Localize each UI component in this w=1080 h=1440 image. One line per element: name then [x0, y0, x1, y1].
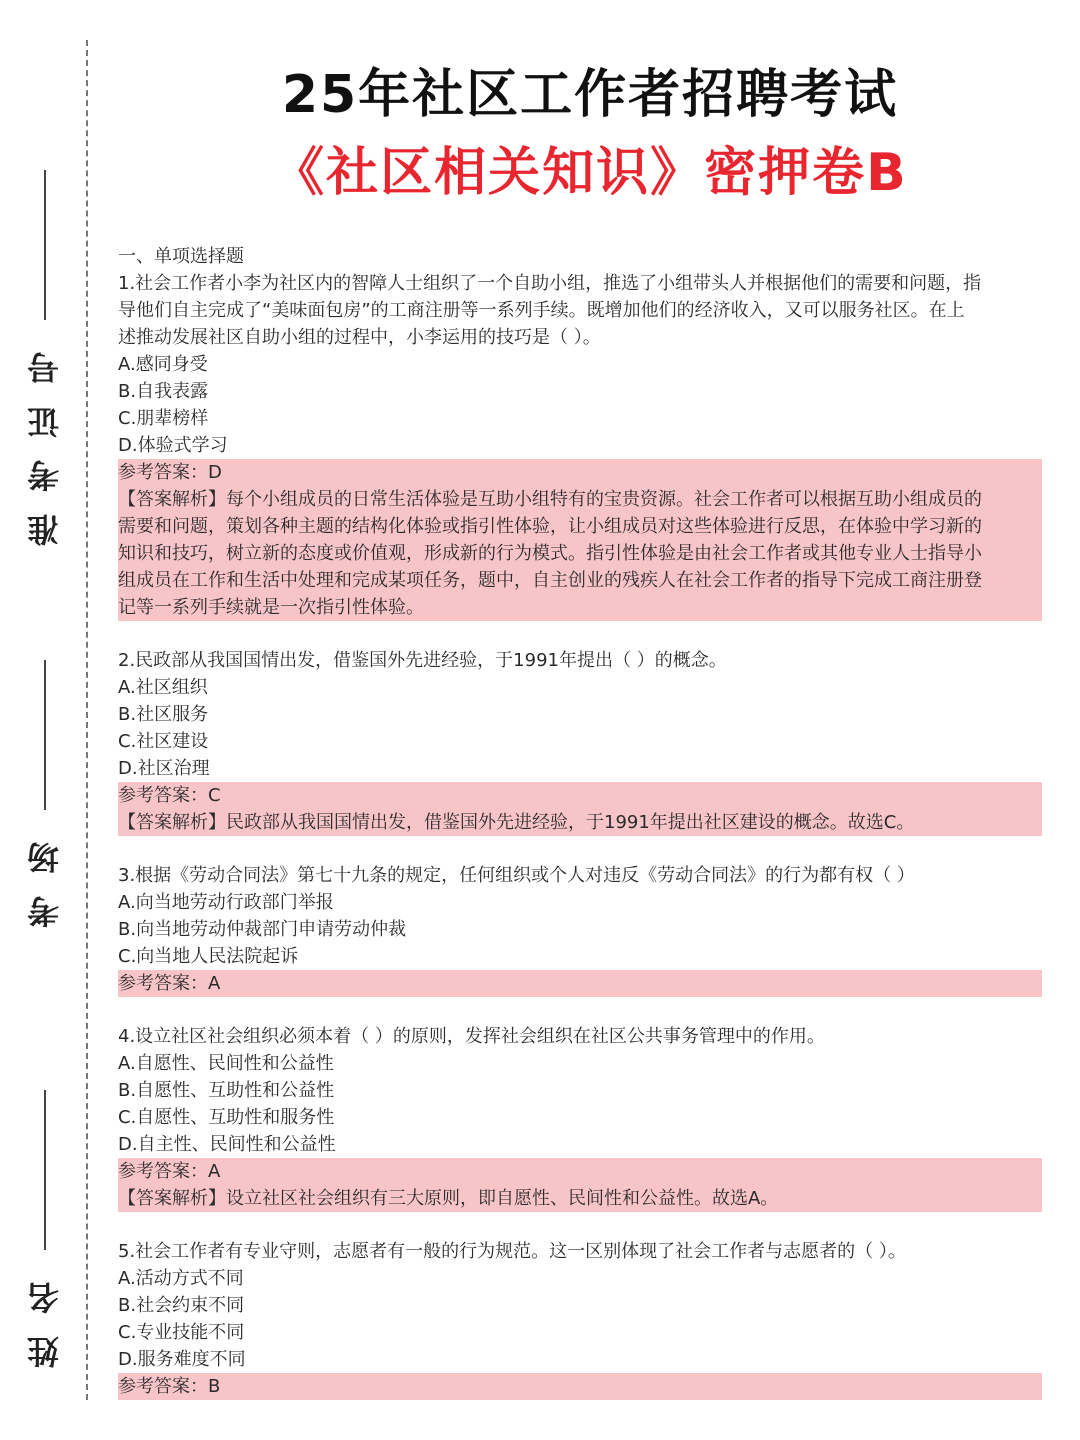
option-a: A.自愿性、民间性和公益性	[118, 1053, 334, 1074]
exam-room-label: 考场	[26, 820, 64, 928]
analysis-text: 【答案解析】设立社区社会组织有三大原则，即自愿性、民间性和公益性。故选A。	[118, 1188, 779, 1209]
question-1	[118, 270, 1042, 621]
page-title: 25年社区工作者招聘考试	[281, 65, 899, 125]
page-subtitle: 《社区相关知识》密押卷B	[272, 143, 908, 203]
option-b: B.向当地劳动仲裁部门申请劳动仲裁	[118, 919, 407, 940]
option-c: C.自愿性、互助性和服务性	[118, 1107, 335, 1128]
option-c: C.朋辈榜样	[118, 408, 209, 429]
answer-text: 参考答案：D	[118, 462, 222, 483]
question-4	[118, 1023, 1042, 1212]
option-a: A.感同身受	[118, 354, 208, 375]
option-d: D.社区治理	[118, 758, 210, 779]
analysis-text: 记等一系列手续就是一次指引性体验。	[118, 597, 424, 618]
answer-text: 参考答案：B	[118, 1376, 221, 1397]
option-c: C.社区建设	[118, 731, 209, 752]
question-stem: 1.社会工作者小李为社区内的智障人士组织了一个自助小组，推选了小组带头人并根据他们的需要和问题，指	[118, 273, 982, 294]
analysis-text: 需要和问题，策划各种主题的结构化体验或指引性体验，让小组成员对这些体验进行反思，在体验中学习新的	[118, 516, 982, 537]
question-stem: 导他们自主完成了“美味面包房”的工商注册等一系列手续。既增加他们的经济收入，又可以服务社区。在上	[118, 300, 965, 321]
answer-text: 参考答案：C	[118, 785, 221, 806]
question-stem: 3.根据《劳动合同法》第七十九条的规定，任何组织或个人对违反《劳动合同法》的行为都有权（ ）	[118, 865, 915, 886]
option-a: A.社区组织	[118, 677, 208, 698]
analysis-text: 组成员在工作和生活中处理和完成某项任务，题中，自主创业的残疾人在社会工作者的指导下完成工商注册登	[118, 570, 982, 591]
answer-highlight	[118, 1158, 1042, 1212]
name-label: 姓名	[26, 1260, 64, 1368]
option-b: B.社区服务	[118, 704, 209, 725]
answer-highlight	[118, 970, 1042, 997]
exam-room-underline	[44, 660, 46, 810]
question-5	[118, 1238, 1042, 1400]
question-2	[118, 647, 1042, 836]
exam-id-underline	[44, 170, 46, 320]
question-stem: 述推动发展社区自助小组的过程中，小李运用的技巧是（ ）。	[118, 327, 601, 348]
name-underline	[44, 1090, 46, 1250]
answer-highlight	[118, 459, 1042, 621]
option-b: B.社会约束不同	[118, 1295, 245, 1316]
option-d: D.自主性、民间性和公益性	[118, 1134, 336, 1155]
answer-highlight	[118, 782, 1042, 836]
analysis-text: 【答案解析】民政部从我国国情出发，借鉴国外先进经验，于1991年提出社区建设的概念。故选C。	[118, 812, 915, 833]
question-3	[118, 862, 1042, 997]
name-field[interactable]	[25, 1090, 65, 1368]
exam-id-field[interactable]	[25, 170, 65, 546]
option-d: D.体验式学习	[118, 435, 228, 456]
analysis-text: 知识和技巧，树立新的态度或价值观，形成新的行为模式。指引性体验是由社会工作者或其他专业人士指导小	[118, 543, 982, 564]
option-c: C.向当地人民法院起诉	[118, 946, 299, 967]
question-stem: 4.设立社区社会组织必须本着（ ）的原则，发挥社会组织在社区公共事务管理中的作用。	[118, 1026, 825, 1047]
option-a: A.活动方式不同	[118, 1268, 244, 1289]
option-d: D.服务难度不同	[118, 1349, 246, 1370]
answer-text: 参考答案：A	[118, 1161, 221, 1182]
question-stem: 2.民政部从我国国情出发，借鉴国外先进经验，于1991年提出（ ）的概念。	[118, 650, 727, 671]
section-title: 一、单项选择题	[118, 246, 244, 267]
option-b: B.自愿性、互助性和公益性	[118, 1080, 335, 1101]
cut-dashed-line	[86, 40, 88, 1400]
answer-text: 参考答案：A	[118, 973, 221, 994]
exam-content	[118, 243, 1042, 1426]
option-a: A.向当地劳动行政部门举报	[118, 892, 334, 913]
exam-id-label: 准考证号	[26, 330, 64, 546]
option-b: B.自我表露	[118, 381, 209, 402]
answer-highlight	[118, 1373, 1042, 1400]
analysis-text: 【答案解析】每个小组成员的日常生活体验是互助小组特有的宝贵资源。社会工作者可以根据互助小组成员的	[118, 489, 982, 510]
question-stem: 5.社会工作者有专业守则，志愿者有一般的行为规范。这一区别体现了社会工作者与志愿者的（ ）。	[118, 1241, 906, 1262]
option-c: C.专业技能不同	[118, 1322, 245, 1343]
exam-room-field[interactable]	[25, 660, 65, 928]
